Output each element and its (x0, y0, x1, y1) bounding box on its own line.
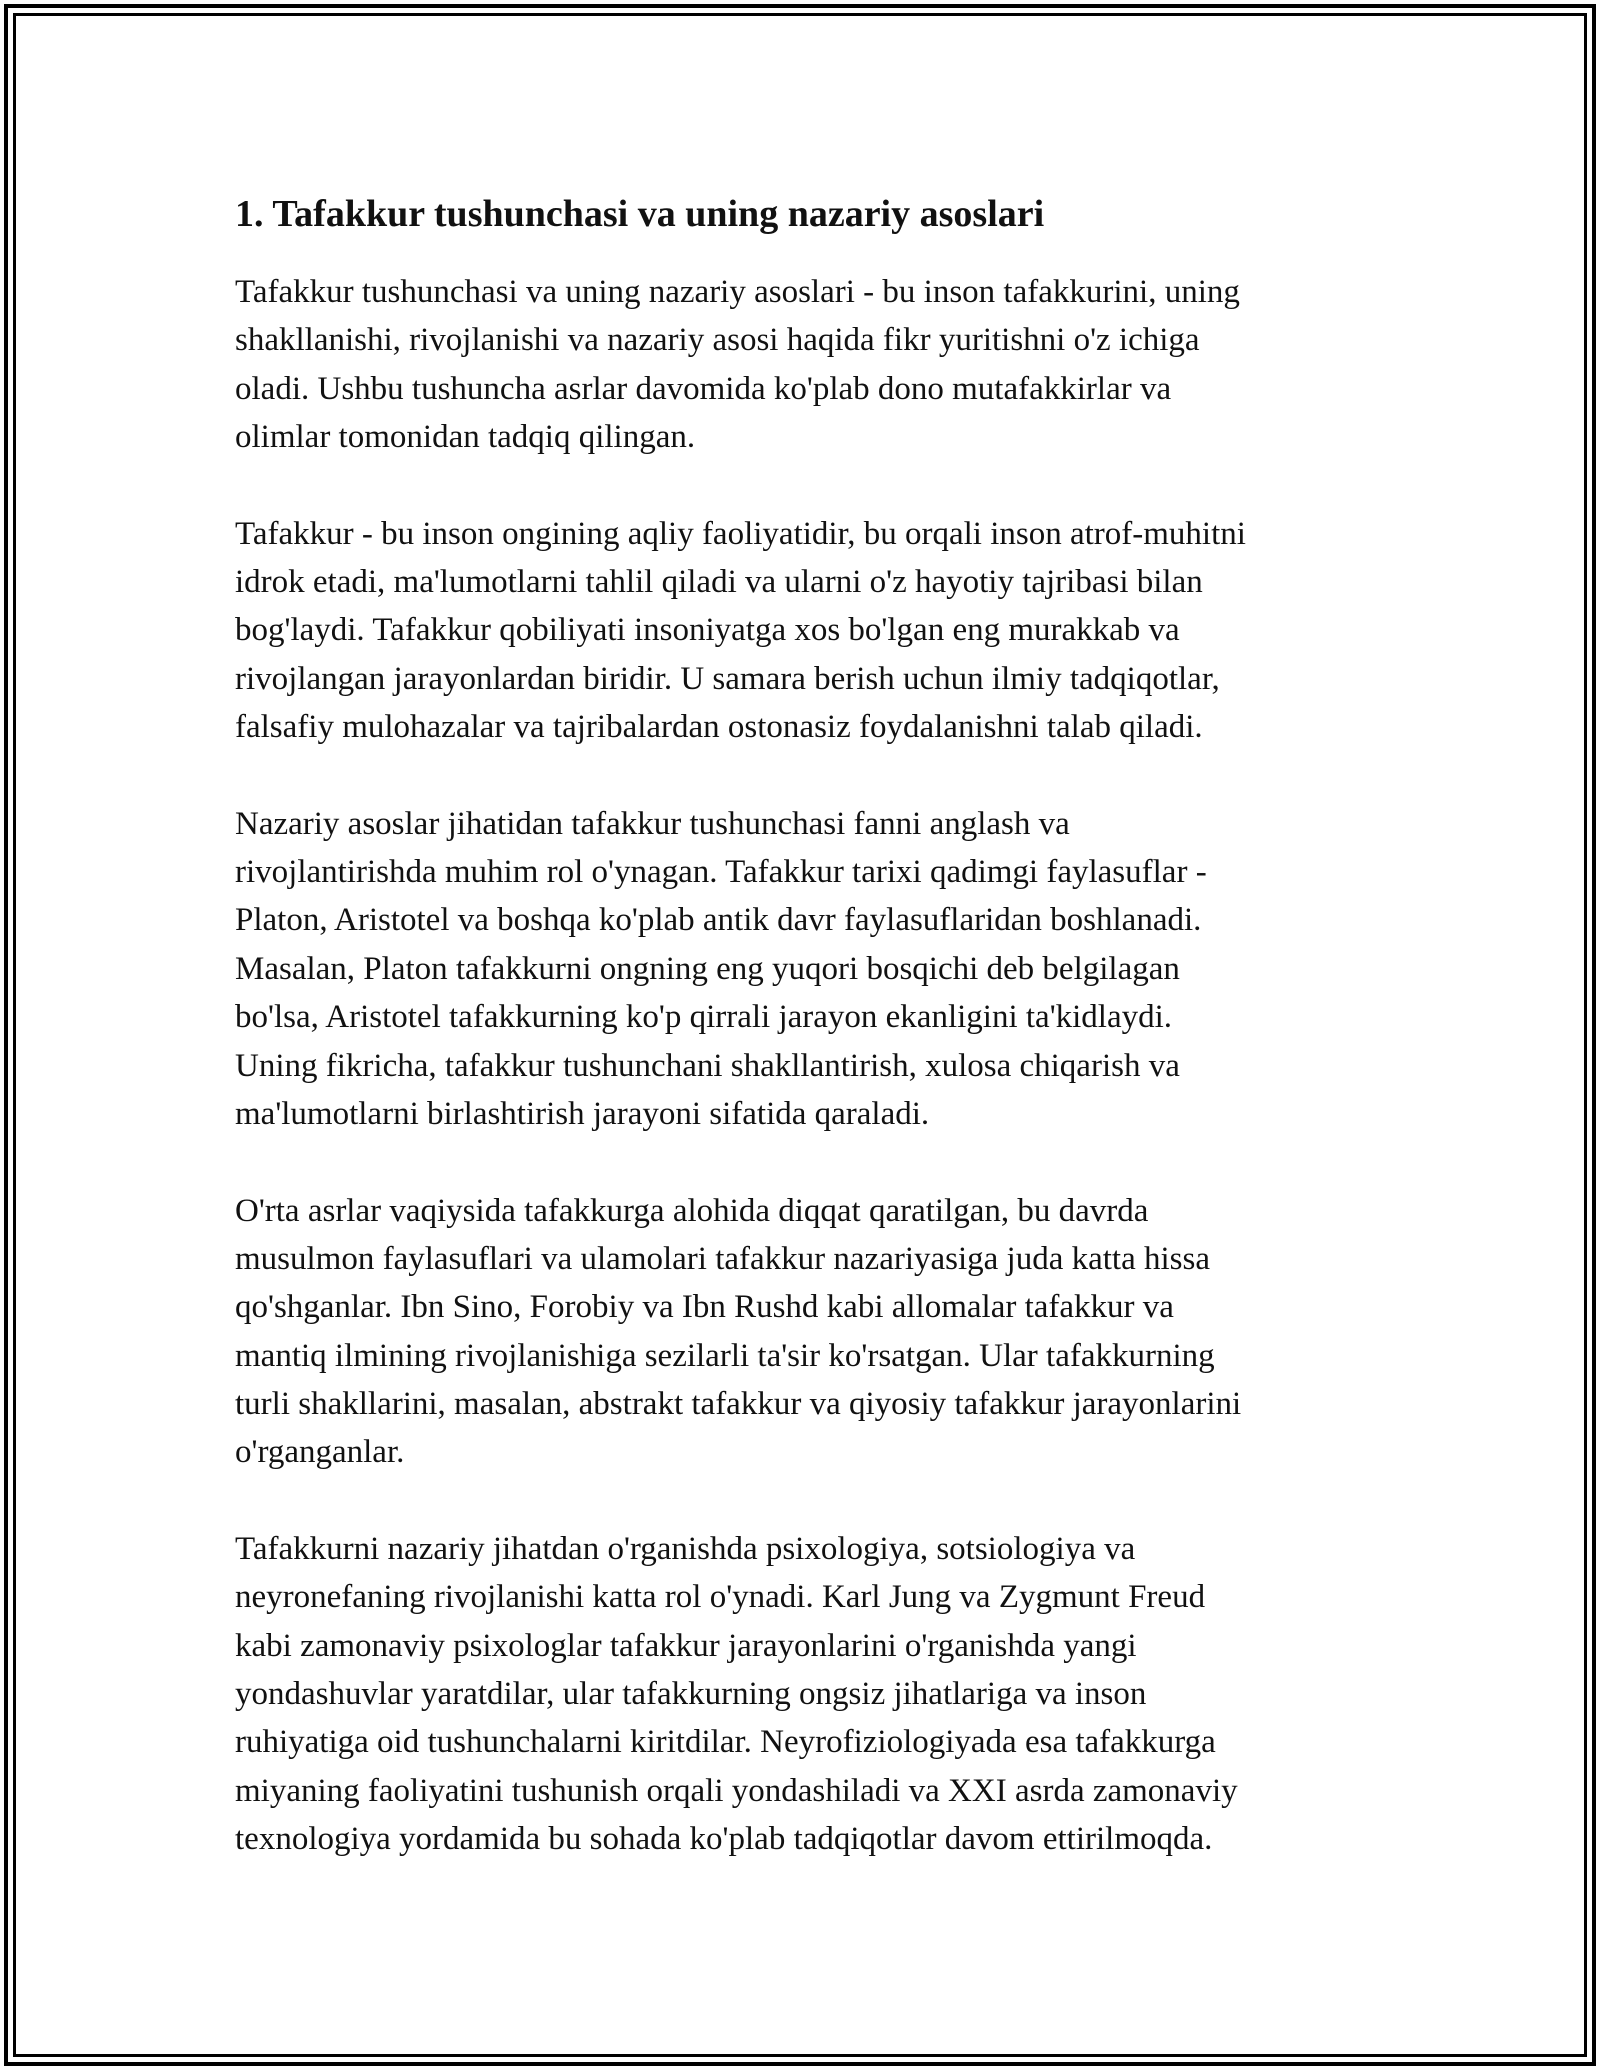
paragraph-line: shakllanishi, rivojlanishi va nazariy asosi haqida fikr yuritishni o'z ichiga (235, 322, 1200, 359)
paragraph-line: Masalan, Platon tafakkurni ongning eng yuqori bosqichi deb belgilagan (235, 950, 1180, 987)
paragraph (235, 800, 1495, 1138)
paragraph-line: rivojlantirishda muhim rol o'ynagan. Tafakkur tarixi qadimgi faylasuflar - (235, 854, 1207, 891)
paragraph-line: Uning fikricha, tafakkur tushunchani shakllantirish, xulosa chiqarish va (235, 1047, 1180, 1084)
paragraph-line: kabi zamonaviy psixologlar tafakkur jarayonlarini o'rganishda yangi (235, 1627, 1137, 1664)
paragraph-line: bog'laydi. Tafakkur qobiliyati insoniyatga xos bo'lgan eng murakkab va (235, 612, 1180, 649)
paragraph (235, 1525, 1495, 1863)
section-title: 1. Tafakkur tushunchasi va uning nazariy asoslari (235, 193, 1045, 235)
paragraph-line: o'rganganlar. (235, 1434, 405, 1471)
paragraph-line: miyaning faoliyatini tushunish orqali yondashiladi va XXI asrda zamonaviy (235, 1772, 1238, 1809)
paragraph-line: musulmon faylasuflari va ulamolari tafakkur nazariyasiga juda katta hissa (235, 1240, 1210, 1277)
paragraph-line: O'rta asrlar vaqiysida tafakkurga alohida diqqat qaratilgan, bu davrda (235, 1192, 1149, 1229)
paragraph-line: Platon, Aristotel va boshqa ko'plab antik davr faylasuflaridan boshlanadi. (235, 902, 1202, 939)
paragraph-line: idrok etadi, ma'lumotlarni tahlil qiladi va ularni o'z hayotiy tajribasi bilan (235, 564, 1203, 601)
document-body (235, 268, 1495, 1863)
paragraph-line: Tafakkur - bu inson ongining aqliy faoliyatidir, bu orqali inson atrof-muhitni (235, 515, 1246, 552)
paragraph-line: turli shakllarini, masalan, abstrakt tafakkur va qiyosiy tafakkur jarayonlarini (235, 1385, 1242, 1422)
paragraph-line: qo'shganlar. Ibn Sino, Forobiy va Ibn Rushd kabi allomalar tafakkur va (235, 1289, 1174, 1326)
paragraph-line: ruhiyatiga oid tushunchalarni kiritdilar. Neyrofiziologiyada esa tafakkurga (235, 1724, 1216, 1761)
paragraph-line: neyronefaning rivojlanishi katta rol o'ynadi. Karl Jung va Zygmunt Freud (235, 1579, 1206, 1616)
paragraph-line: Tafakkurni nazariy jihatdan o'rganishda psixologiya, sotsiologiya va (235, 1530, 1136, 1567)
paragraph (235, 1187, 1495, 1477)
paragraph (235, 268, 1495, 461)
paragraph-line: Nazariy asoslar jihatidan tafakkur tushunchasi fanni anglash va (235, 805, 1070, 842)
paragraph-line: texnologiya yordamida bu sohada ko'plab tadqiqotlar davom ettirilmoqda. (235, 1821, 1213, 1857)
paragraph (235, 510, 1495, 752)
paragraph-line: Tafakkur tushunchasi va uning nazariy asoslari - bu inson tafakkurini, uning (235, 274, 1240, 310)
paragraph-line: yondashuvlar yaratdilar, ular tafakkurning ongsiz jihatlariga va inson (235, 1675, 1147, 1712)
paragraph-line: bo'lsa, Aristotel tafakkurning ko'p qirrali jarayon ekanligini ta'kidlaydi. (235, 999, 1173, 1036)
paragraph-line: mantiq ilmining rivojlanishiga sezilarli ta'sir ko'rsatgan. Ular tafakkurning (235, 1337, 1215, 1374)
paragraph-line: olimlar tomonidan tadqiq qilingan. (235, 419, 696, 456)
paragraph-line: rivojlangan jarayonlardan biridir. U samara berish uchun ilmiy tadqiqotlar, (235, 660, 1220, 697)
document-content (235, 191, 1495, 1912)
paragraph-line: falsafiy mulohazalar va tajribalardan ostonasiz foydalanishni talab qiladi. (235, 709, 1203, 746)
paragraph-line: ma'lumotlarni birlashtirish jarayoni sifatida qaraladi. (235, 1095, 930, 1132)
paragraph-line: oladi. Ushbu tushuncha asrlar davomida ko'plab dono mutafakkirlar va (235, 370, 1172, 407)
